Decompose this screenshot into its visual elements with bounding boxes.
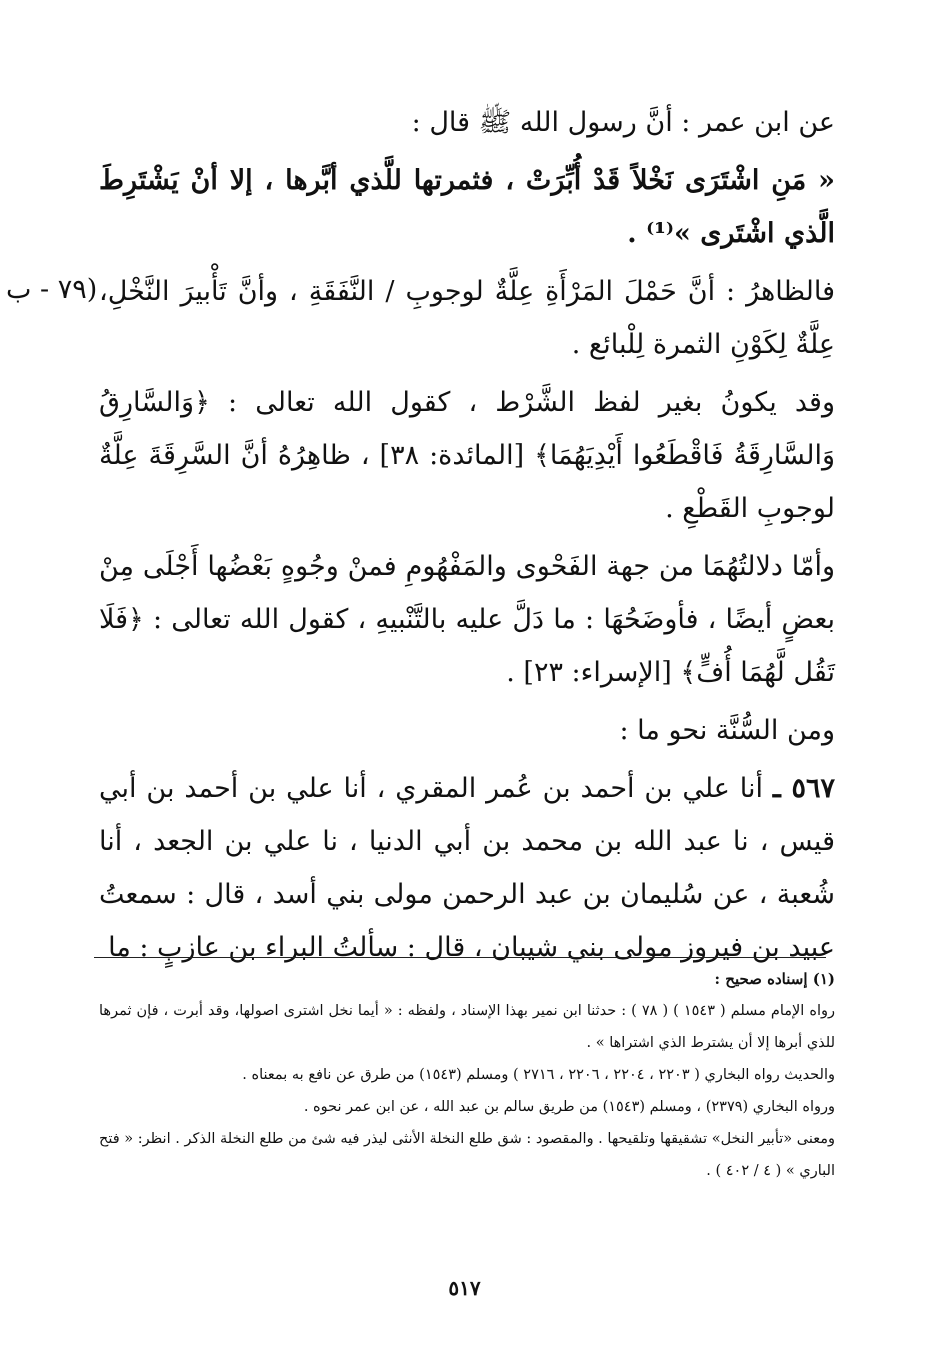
paragraph-quran-theft: وقد يكونُ بغير لفظ الشَّرْط ، كقول الله تعالى : ﴿وَالسَّارِقُ وَالسَّارِقَةُ فَاقْطَعُوا أَيْدِيَهُمَا﴾ [المائدة: ٣٨] ، ظاهِرُهُ أنَّ السَّرِقَةَ عِلَّةٌ لوجوبِ القَطْعِ . bbox=[99, 387, 835, 524]
footnote-line: ورواه البخاري (٢٣٧٩) ، ومسلم (١٥٤٣) من طريق سالم بن عبد الله ، عن ابن عمر نحوه . bbox=[303, 1099, 835, 1115]
margin-note: (٧٩ - ب bbox=[6, 274, 98, 305]
footnote-divider bbox=[94, 957, 826, 958]
footnotes bbox=[99, 963, 835, 1187]
footnote-line: ومعنى «تأبير النخل» تشقيقها وتلقيحها . والمقصود : شق طلع النخلة الأنثى ليذر فيه شئ من طلع النخلة الذكر . انظر: « فتح الباري » ( ٤ / ٤٠٢ ) . bbox=[99, 1131, 835, 1179]
hadith-text: أنا علي بن أحمد بن عُمر المقري ، أنا علي بن أحمد بن أبي قيس ، نا عبد الله بن محمد بن أبي الدنيا ، نا علي بن الجعد ، أنا شُعبة ، عن سُليمان بن عبد الرحمن مولى بني أسد ، قال : سمعتُ عبيد بن فيروز مولى بني شيبان ، قال : سألتُ البراء بن عازبٍ : ما bbox=[99, 773, 835, 963]
paragraph-fahwa: وأمّا دلالتُهُمَا من جهة الفَحْوى والمَفْهُومِ فمنْ وجُوهٍ بَعْضُها أَجْلَى مِنْ بعضٍ أيضًا ، فأوضَحُهَا : ما دَلَّ عليه بالتَّنْبيهِ ، كقول الله تعالى : ﴿فَلَا تَقُل لَّهُمَا أُفٍّ﴾ [الإسراء: ٢٣] . bbox=[99, 551, 835, 688]
paragraph-explanation: فالظاهرُ : أنَّ حَمْلَ المَرْأَةِ عِلَّةٌ لوجوبِ / النَّفَقَةِ ، وأنَّ تَأْبيرَ النَّخْلِ، عِلَّةٌ لِكَوْنِ الثمرة لِلْبائع . bbox=[99, 276, 835, 360]
hadith-number: ٥٦٧ ـ bbox=[772, 773, 835, 804]
page-number: ٥١٧ bbox=[448, 1276, 481, 1300]
footnote-heading: (١) إسناده صحيح : bbox=[714, 970, 835, 988]
paragraph-hadith-chain bbox=[99, 762, 835, 974]
footnote-line: رواه الإمام مسلم ( ١٥٤٣ ) ( ٧٨ ) : حدثنا ابن نمير بهذا الإسناد ، ولفظه : « أيما نخل اشترى اصولها، وقد أبرت ، فإن ثمرها للذي أبرها إلا أن يشترط الذي اشتراها » . bbox=[99, 1003, 835, 1051]
paragraph-intro: عن ابن عمر : أنَّ رسول الله ﷺ قال : bbox=[411, 107, 835, 138]
main-text-body bbox=[99, 96, 835, 979]
paragraph-sunnah: ومن السُّنَّة نحو ما : bbox=[619, 715, 835, 746]
footnote-line: والحديث رواه البخاري ( ٢٢٠٣ ، ٢٢٠٤ ، ٢٢٠٦ ، ٢٧١٦ ) ومسلم (١٥٤٣) من طرق عن نافع به بمعناه . bbox=[242, 1067, 835, 1083]
paragraph-hadith-quote: « مَنِ اشْتَرَى نَخْلاً قَدْ أُبِّرَتْ ، فثمرتها للَّذي أبَّرها ، إلا أنْ يَشْتَرِطَ الَّذي اشْتَرى »⁽¹⁾ . bbox=[99, 165, 835, 249]
